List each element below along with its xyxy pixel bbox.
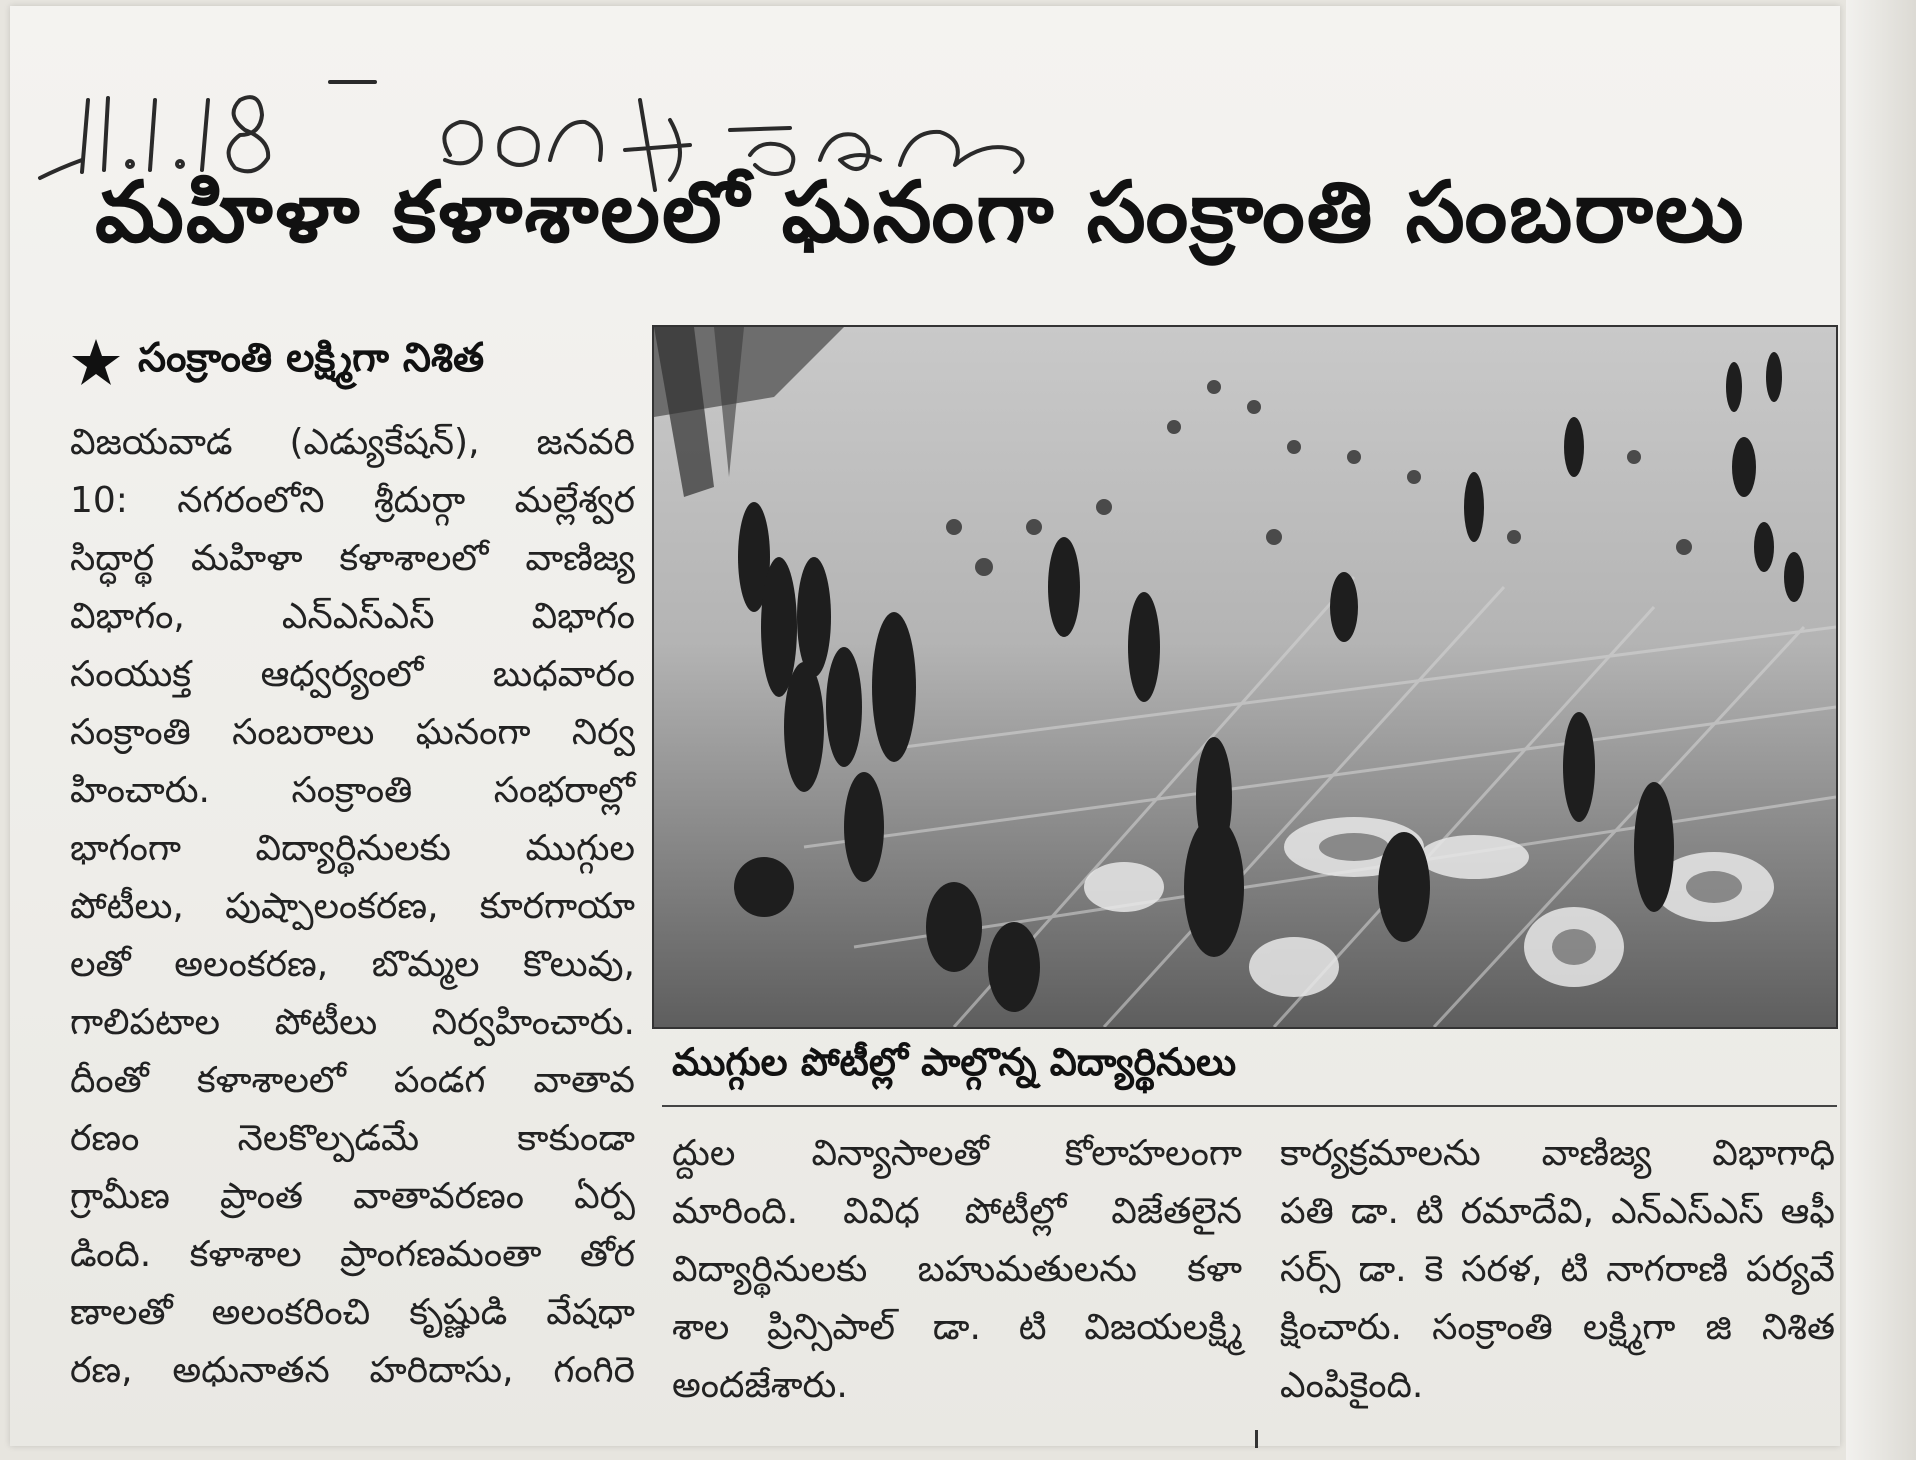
article-text-line: హించారు. సంక్రాంతి సంభరాల్లో bbox=[70, 770, 635, 811]
article-text-line: లతో అలంకరణ, బొమ్మల కొలువు, bbox=[70, 944, 635, 985]
article-text-line: ఎంపికైంది. bbox=[1280, 1365, 1424, 1406]
article-text-line: డింది. కళాశాల ప్రాంగణమంతా తోర bbox=[70, 1234, 635, 1275]
caption-divider bbox=[662, 1105, 1837, 1107]
article-text-line: గ్రామీణ ప్రాంత వాతావరణం ఏర్ప bbox=[70, 1176, 635, 1217]
print-mark bbox=[1255, 1430, 1258, 1448]
article-text-line: పతి డా. టి రమాదేవి, ఎన్ఎస్ఎస్ ఆఫీ bbox=[1280, 1191, 1835, 1232]
article-text-line: ణాలతో అలంకరించి కృష్ణుడి వేషధా bbox=[70, 1292, 635, 1333]
article-text-line: సర్స్ డా. కె సరళ, టి నాగరాణి పర్యవే bbox=[1280, 1249, 1835, 1290]
article-text-line: గాలిపటాల పోటీలు నిర్వహించారు. bbox=[70, 1002, 635, 1043]
article-text-line: సంక్రాంతి సంబరాలు ఘనంగా నిర్వ bbox=[70, 712, 635, 753]
article-text-line: ద్దుల విన్యాసాలతో కోలాహలంగా bbox=[672, 1133, 1242, 1174]
article-subheadline-row bbox=[70, 335, 630, 391]
article-text-line: శాల ప్రిన్సిపాల్ డా. టి విజయలక్ష్మి bbox=[672, 1307, 1242, 1348]
article-text-line: క్షించారు. సంక్రాంతి లక్ష్మిగా జి నిశిత bbox=[1280, 1307, 1835, 1348]
article-text-line: 10: నగరంలోని శ్రీదుర్గా మల్లేశ్వర bbox=[70, 480, 635, 521]
article-column-2 bbox=[672, 1125, 1242, 1415]
students-rangoli-photo bbox=[654, 327, 1836, 1027]
article-column-1 bbox=[70, 414, 635, 1400]
article-text-line: పోటీలు, పుష్పాలంకరణ, కూరగాయా bbox=[70, 886, 635, 927]
article-text-line: దీంతో కళాశాలలో పండగ వాతావ bbox=[70, 1060, 635, 1101]
article-text-line: రణం నెలకొల్పడమే కాకుండా bbox=[70, 1118, 635, 1159]
article-text-line: మారింది. వివిధ పోటీల్లో విజేతలైన bbox=[672, 1191, 1242, 1232]
article-column-3 bbox=[1280, 1125, 1835, 1415]
article-text-line: సంయుక్త ఆధ్వర్యంలో బుధవారం bbox=[70, 654, 635, 695]
article-text-line: విభాగం, ఎన్ఎస్ఎస్ విభాగం bbox=[70, 596, 635, 637]
photo-caption: ముగ్గుల పోటీల్లో పాల్గొన్న విద్యార్థినులు bbox=[672, 1040, 1237, 1084]
article-photo bbox=[652, 325, 1838, 1029]
article-text-line: అందజేశారు. bbox=[672, 1365, 848, 1406]
article-text-line: కార్యక్రమాలను వాణిజ్య విభాగాధి bbox=[1280, 1133, 1835, 1174]
article-subheadline: సంక్రాంతి లక్ష్మిగా నిశిత bbox=[138, 335, 485, 381]
article-text-line: సిద్ధార్థ మహిళా కళాశాలలో వాణిజ్య bbox=[70, 538, 635, 579]
article-text-line: భాగంగా విద్యార్థినులకు ముగ్గుల bbox=[70, 828, 635, 869]
article-text-line: విజయవాడ (ఎడ్యుకేషన్), జనవరి bbox=[70, 422, 635, 463]
page-edge bbox=[1846, 0, 1916, 1460]
article-text-line: రణ, అధునాతన హరిదాసు, గంగిరె bbox=[70, 1350, 635, 1391]
star-icon bbox=[70, 337, 122, 389]
article-headline: మహిళా కళాశాలలో ఘనంగా సంక్రాంతి సంబరాలు bbox=[95, 163, 1746, 261]
article-text-line: విద్యార్థినులకు బహుమతులను కళా bbox=[672, 1249, 1242, 1290]
